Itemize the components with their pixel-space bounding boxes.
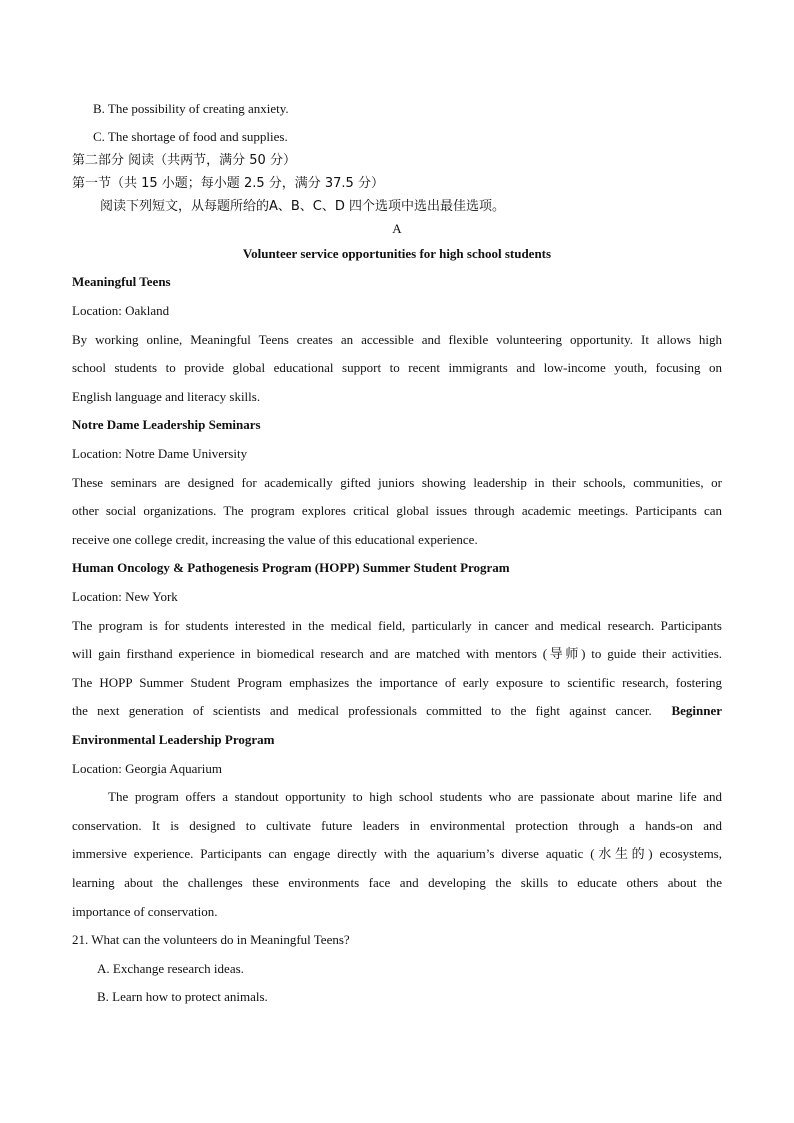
program-location: Location: Notre Dame University — [72, 446, 248, 461]
paragraph-line: conservation. It is designed to cultivate future leaders in environmental protection through a hands-on and — [72, 818, 722, 833]
paragraph-line: other social organizations. The program explores critical global issues through academic meetings. Participants can — [72, 503, 722, 518]
reading-instruction: 阅读下列短文，从每题所给的A、B、C、D 四个选项中选出最佳选项。 — [100, 199, 506, 214]
paragraph-line: learning about the challenges these environments face and developing the skills to educate others about the — [72, 875, 722, 890]
program-name: Meaningful Teens — [72, 274, 171, 289]
program-location: Location: Georgia Aquarium — [72, 761, 222, 776]
section-part-heading: 第二部分 阅读（共两节，满分 50 分） — [72, 153, 296, 168]
subsection-heading: 第一节（共 15 小题；每小题 2.5 分，满分 37.5 分） — [72, 176, 384, 191]
paragraph-line: receive one college credit, increasing the value of this educational experience. — [72, 532, 478, 547]
paragraph-line-with-heading — [72, 703, 722, 719]
paragraph-line: the next generation of scientists and medical professionals committed to the fight against cancer. — [72, 703, 652, 718]
passage-letter: A — [392, 221, 402, 236]
paragraph-line: importance of conservation. — [72, 904, 218, 919]
paragraph-line: English language and literacy skills. — [72, 389, 261, 404]
question-stem: 21. What can the volunteers do in Meaningful Teens? — [72, 932, 350, 947]
paragraph-line: school students to provide global educational support to recent immigrants and low-income youth, focusing on — [72, 360, 722, 375]
program-name: Human Oncology & Pathogenesis Program (HOPP) Summer Student Program — [72, 560, 510, 575]
program-name: Notre Dame Leadership Seminars — [72, 417, 261, 432]
program-name-part: Beginner — [671, 703, 722, 718]
question-option-b: B. Learn how to protect animals. — [97, 989, 268, 1004]
paragraph-line: The HOPP Summer Student Program emphasizes the importance of early exposure to scientific research, fostering — [72, 675, 722, 690]
program-location: Location: Oakland — [72, 303, 170, 318]
prev-option-c: C. The shortage of food and supplies. — [93, 129, 288, 144]
paragraph-line: The program is for students interested in the medical field, particularly in cancer and medical research. Participants — [72, 618, 722, 633]
prev-option-b: B. The possibility of creating anxiety. — [93, 101, 289, 116]
paragraph-line: These seminars are designed for academically gifted juniors showing leadership in their schools, communities, or — [72, 475, 722, 490]
paragraph-line: will gain firsthand experience in biomedical research and are matched with mentors (导师) to guide their activities. — [72, 646, 722, 661]
program-location: Location: New York — [72, 589, 178, 604]
paragraph-line: The program offers a standout opportunity to high school students who are passionate about marine life and — [108, 789, 722, 804]
paragraph-line: immersive experience. Participants can engage directly with the aquarium’s diverse aquatic (水生的) ecosystems, — [72, 846, 722, 861]
paragraph-line: By working online, Meaningful Teens creates an accessible and flexible volunteering opportunity. It allows high — [72, 332, 722, 347]
question-option-a: A. Exchange research ideas. — [97, 961, 244, 976]
passage-title: Volunteer service opportunities for high school students — [242, 246, 552, 261]
program-name-part: Environmental Leadership Program — [72, 732, 275, 747]
